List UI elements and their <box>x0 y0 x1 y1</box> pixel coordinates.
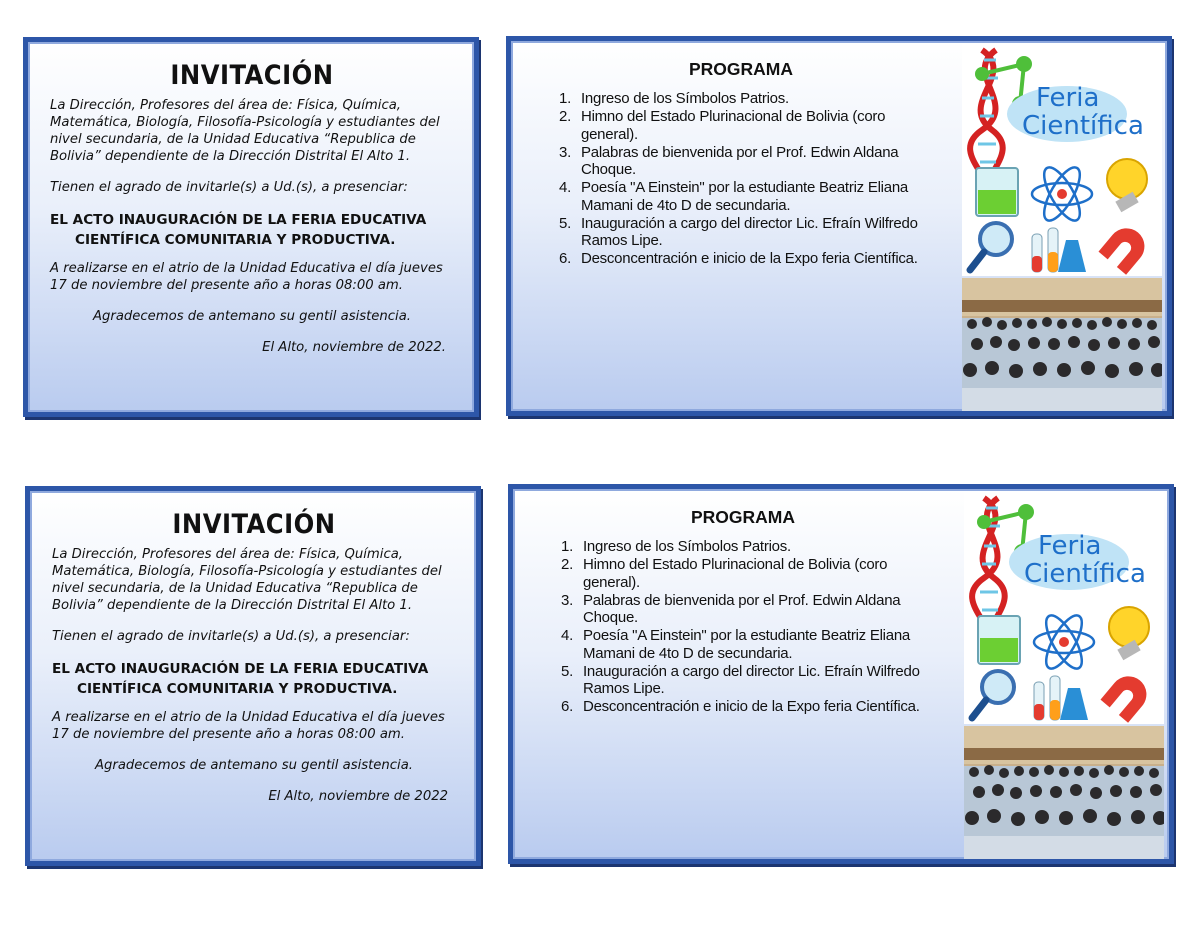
program-list <box>553 538 933 716</box>
beaker-icon <box>976 168 1018 216</box>
program-item: 2. Himno del Estado Plurinacional de Bolivia (coro general). <box>558 108 886 143</box>
lightbulb-icon <box>1107 159 1147 212</box>
program-card-top <box>506 36 1172 416</box>
invitation-card-top <box>23 37 479 417</box>
program-item: 1. Ingreso de los Símbolos Patrios. <box>558 90 789 107</box>
program-item: 5. Inauguración a cargo del director Lic. Efraín Wilfredo Ramos Lipe. <box>560 662 920 697</box>
logo-line-2: Científica <box>1024 559 1146 589</box>
event-name-line-1: EL ACTO INAUGURACIÓN DE LA FERIA EDUCATIVA <box>52 661 429 677</box>
test-tubes-icon <box>1034 676 1088 720</box>
students-photo <box>962 278 1162 408</box>
magnet-icon <box>1100 669 1153 723</box>
atom-icon <box>1034 611 1094 674</box>
invitation-invite-line: Tienen el agrado de invitarle(s) a Ud.(s), a presenciar: <box>52 629 410 644</box>
invitation-card-bottom <box>25 486 481 866</box>
invitation-intro: La Dirección, Profesores del área de: Física, Química, Matemática, Biología, Filosofía-Psicología y estudiantes del nivel secundaria, de la Unidad Educativa “Republica de Bolivia” dependiente de la Dirección Distrital El Alto 1. <box>52 547 442 613</box>
invitation-thanks: Agradecemos de antemano su gentil asistencia. <box>93 309 411 324</box>
program-item: 2. Himno del Estado Plurinacional de Bolivia (coro general). <box>560 556 888 591</box>
invitation-title: INVITACIÓN <box>170 60 334 91</box>
invitation-invite-line: Tienen el agrado de invitarle(s) a Ud.(s), a presenciar: <box>50 180 408 195</box>
beaker-icon <box>978 616 1020 664</box>
invitation-event-name <box>52 659 456 699</box>
magnifier-icon <box>972 671 1014 718</box>
feria-art-panel <box>962 44 1162 408</box>
test-tubes-icon <box>1032 228 1086 272</box>
program-title: PROGRAMA <box>690 507 796 527</box>
feria-art-panel <box>964 492 1164 856</box>
program-item: 4. Poesía "A Einstein" por la estudiante Beatriz Eliana Mamani de 4to D de secundaria. <box>560 627 911 662</box>
invitation-title: INVITACIÓN <box>172 509 336 540</box>
science-icons-illustration <box>964 492 1164 724</box>
feria-logo <box>964 492 1164 724</box>
atom-icon <box>1032 163 1092 226</box>
students-crowd-illustration <box>962 278 1162 411</box>
logo-line-2: Científica <box>1022 111 1144 141</box>
invitation-place-date: El Alto, noviembre de 2022 <box>268 789 448 804</box>
event-name-line-2: CIENTÍFICA COMUNITARIA Y PRODUCTIVA. <box>77 681 398 697</box>
program-title: PROGRAMA <box>688 59 794 79</box>
program-card-bottom <box>508 484 1174 864</box>
program-item: 5. Inauguración a cargo del director Lic. Efraín Wilfredo Ramos Lipe. <box>558 214 918 249</box>
program-list <box>551 90 931 268</box>
event-name-line-1: EL ACTO INAUGURACIÓN DE LA FERIA EDUCATIVA <box>50 212 427 228</box>
feria-logo <box>962 44 1162 276</box>
program-item: 1. Ingreso de los Símbolos Patrios. <box>560 538 791 555</box>
program-item: 3. Palabras de bienvenida por el Prof. Edwin Aldana Choque. <box>560 591 901 626</box>
lightbulb-icon <box>1109 607 1149 660</box>
invitation-location-date: A realizarse en el atrio de la Unidad Educativa el día jueves 17 de noviembre del presente año a horas 08:00 am. <box>52 710 445 742</box>
program-item: 3. Palabras de bienvenida por el Prof. Edwin Aldana Choque. <box>558 143 899 178</box>
program-item: 6. Desconcentración e inicio de la Expo feria Científica. <box>560 698 920 715</box>
invitation-event-name <box>50 210 454 250</box>
magnet-icon <box>1098 221 1151 275</box>
science-icons-illustration <box>962 44 1162 276</box>
program-item: 4. Poesía "A Einstein" por la estudiante Beatriz Eliana Mamani de 4to D de secundaria. <box>558 179 909 214</box>
invitation-location-date: A realizarse en el atrio de la Unidad Educativa el día jueves 17 de noviembre del presente año a horas 08:00 am. <box>50 261 443 293</box>
event-name-line-2: CIENTÍFICA COMUNITARIA Y PRODUCTIVA. <box>75 232 396 248</box>
magnifier-icon <box>970 223 1012 270</box>
invitation-intro: La Dirección, Profesores del área de: Física, Química, Matemática, Biología, Filosofía-Psicología y estudiantes del nivel secundaria, de la Unidad Educativa “Republica de Bolivia” dependiente de la Dirección Distrital El Alto 1. <box>50 98 440 164</box>
invitation-thanks: Agradecemos de antemano su gentil asistencia. <box>95 758 413 773</box>
students-photo <box>964 726 1164 856</box>
students-crowd-illustration <box>964 726 1164 859</box>
invitation-place-date: El Alto, noviembre de 2022. <box>262 340 446 355</box>
program-item: 6. Desconcentración e inicio de la Expo feria Científica. <box>558 250 918 267</box>
logo-line-1: Feria <box>1036 83 1100 113</box>
logo-line-1: Feria <box>1038 531 1102 561</box>
